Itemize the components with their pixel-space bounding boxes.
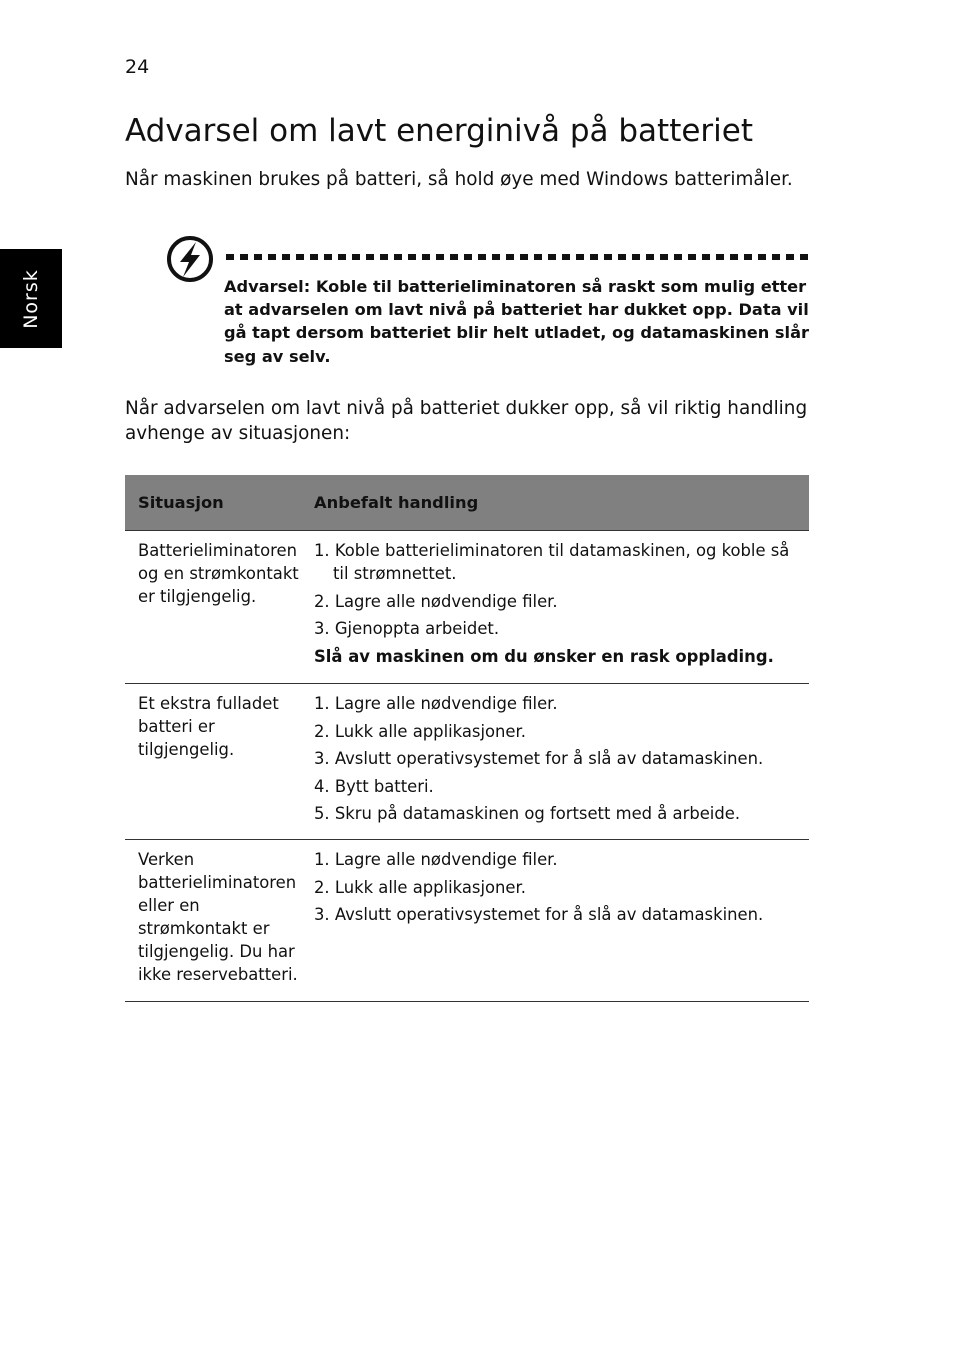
table-header bbox=[125, 475, 809, 531]
language-tab bbox=[0, 249, 62, 348]
header-action: Anbefalt handling bbox=[314, 493, 479, 512]
list-item: 1. Lagre alle nødvendige filer. bbox=[314, 850, 558, 869]
list-item: 2. Lukk alle applikasjoner. bbox=[314, 721, 526, 741]
warning-lightning-icon bbox=[166, 235, 214, 283]
list-item: 5. Skru på datamaskinen og fortsett med å arbeide. bbox=[314, 804, 741, 824]
list-item: 1. Koble batterieliminatoren til datamaskinen, og koble så til strømnettet. bbox=[314, 541, 790, 583]
table-row bbox=[125, 840, 809, 1002]
action-cell bbox=[314, 684, 809, 839]
situation-paragraph: Når advarselen om lavt nivå på batteriet dukker opp, så vil riktig handling avhenge av situasjonen: bbox=[125, 398, 808, 444]
list-item: 4. Bytt batteri. bbox=[314, 776, 434, 796]
action-note: Slå av maskinen om du ønsker en rask opplading. bbox=[314, 646, 774, 666]
step-list bbox=[314, 539, 805, 640]
action-cell bbox=[314, 840, 809, 1001]
step-list bbox=[314, 848, 805, 926]
list-item: 2. Lukk alle applikasjoner. bbox=[314, 877, 526, 897]
list-item: 2. Lagre alle nødvendige filer. bbox=[314, 591, 558, 611]
language-tab-label: Norsk bbox=[20, 268, 42, 329]
action-cell bbox=[314, 531, 809, 683]
list-item: 3. Avslutt operativsystemet for å slå av datamaskinen. bbox=[314, 905, 764, 925]
warning-text: Advarsel: Koble til batterieliminatoren så raskt som mulig etter at advarselen om lavt nivå på batteriet har dukket opp. Data vil gå tapt dersom batteriet blir helt utladet, og datamaskinen slår seg av selv. bbox=[224, 277, 809, 366]
list-item: 3. Avslutt operativsystemet for å slå av datamaskinen. bbox=[314, 749, 764, 769]
table-row bbox=[125, 531, 809, 684]
warning-divider bbox=[226, 254, 809, 260]
page-number: 24 bbox=[125, 56, 150, 78]
header-situation: Situasjon bbox=[138, 493, 224, 512]
action-table bbox=[125, 475, 809, 1002]
situation-cell: Et ekstra fulladet batteri er tilgjengelig. bbox=[138, 694, 279, 759]
situation-cell: Batterieliminatoren og en strømkontakt er tilgjengelig. bbox=[138, 541, 299, 606]
list-item: 3. Gjenoppta arbeidet. bbox=[314, 619, 500, 639]
situation-cell: Verken batterieliminatoren eller en strømkontakt er tilgjengelig. Du har ikke reservebatteri. bbox=[138, 850, 298, 984]
table-row bbox=[125, 684, 809, 840]
page-title: Advarsel om lavt energinivå på batteriet bbox=[125, 113, 754, 149]
intro-paragraph: Når maskinen brukes på batteri, så hold øye med Windows batterimåler. bbox=[125, 169, 793, 190]
step-list bbox=[314, 692, 805, 825]
list-item: 1. Lagre alle nødvendige filer. bbox=[314, 694, 558, 713]
